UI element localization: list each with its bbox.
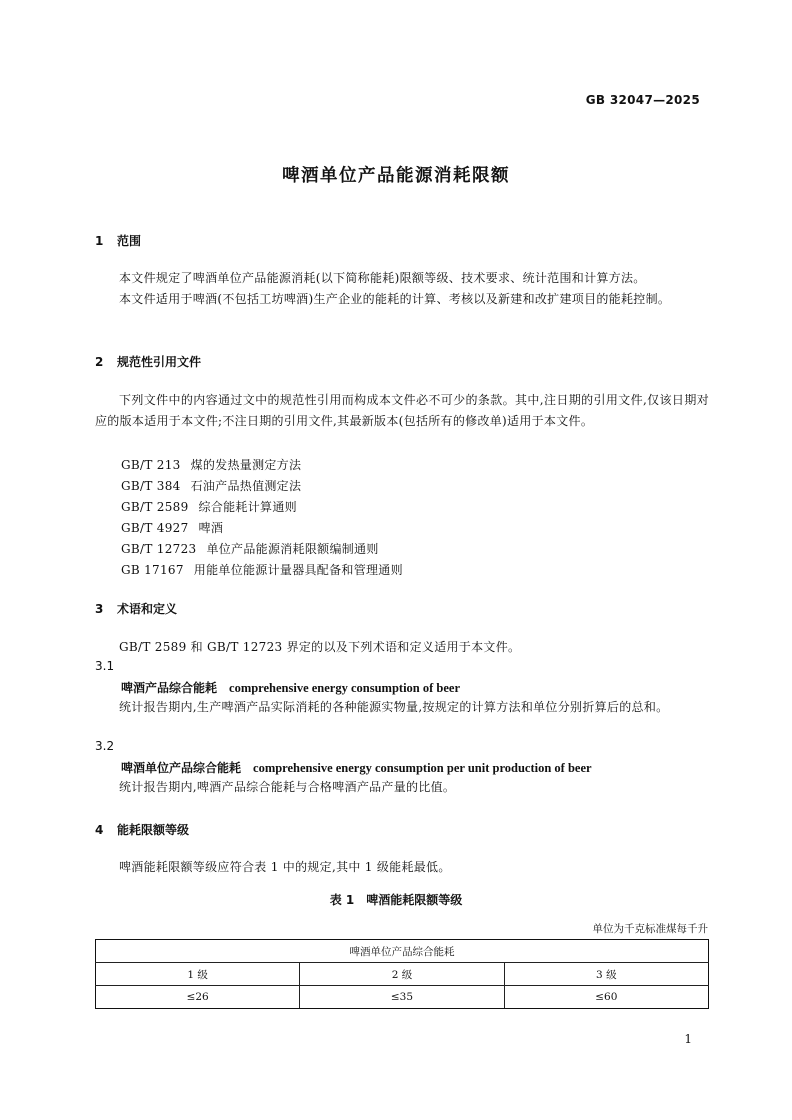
paragraph: 啤酒能耗限额等级应符合表 1 中的规定,其中 1 级能耗最低。 xyxy=(119,860,451,874)
table-caption xyxy=(0,891,792,908)
section-title: 术语和定义 xyxy=(117,602,178,616)
term-number: 3.1 xyxy=(95,659,115,673)
reference-item xyxy=(121,477,301,494)
reference-code: GB/T 213 xyxy=(121,458,181,472)
paragraph: 下列文件中的内容通过文中的规范性引用而构成本文件必不可少的条款。其中,注日期的引用文件,仅该日期对应的版本适用于本文件;不注日期的引用文件,其最新版本(包括所有的修改单)适用于本文件。 xyxy=(95,393,709,428)
standard-code: GB 32047—2025 xyxy=(585,93,700,107)
section-3-heading xyxy=(95,600,177,617)
grade-cell: 1 级 xyxy=(96,963,300,986)
reference-item xyxy=(121,540,379,557)
section-title: 规范性引用文件 xyxy=(117,355,202,369)
term-entry xyxy=(121,759,592,776)
page-number: 1 xyxy=(684,1032,692,1046)
reference-item xyxy=(121,561,403,578)
reference-title: 用能单位能源计量器具配备和管理通则 xyxy=(193,563,403,577)
table-header-cell: 啤酒单位产品综合能耗 xyxy=(96,940,709,963)
term-definition: 统计报告期内,啤酒产品综合能耗与合格啤酒产品产量的比值。 xyxy=(119,780,456,794)
reference-code: GB/T 2589 xyxy=(121,500,189,514)
section-4-heading xyxy=(95,821,189,838)
table-number: 表 1 xyxy=(329,893,355,907)
reference-code: GB/T 4927 xyxy=(121,521,189,535)
table-row xyxy=(96,986,709,1009)
reference-code: GB/T 12723 xyxy=(121,542,197,556)
reference-title: 单位产品能源消耗限额编制通则 xyxy=(206,542,379,556)
table-grade-row xyxy=(96,963,709,986)
term-english: comprehensive energy consumption of beer xyxy=(229,681,461,695)
term-english: comprehensive energy consumption per unit production of beer xyxy=(253,761,592,775)
reference-title: 石油产品热值测定法 xyxy=(190,479,302,493)
section-1-heading xyxy=(95,232,141,249)
paragraph: 本文件规定了啤酒单位产品能源消耗(以下简称能耗)限额等级、技术要求、统计范围和计算方法。 xyxy=(119,271,646,285)
grade-cell: 3 级 xyxy=(504,963,708,986)
section-2-heading xyxy=(95,353,201,370)
energy-limit-table xyxy=(95,939,709,1009)
term-chinese: 啤酒产品综合能耗 xyxy=(121,681,218,695)
reference-title: 综合能耗计算通则 xyxy=(198,500,297,514)
document-title: 啤酒单位产品能源消耗限额 xyxy=(282,166,510,186)
paragraph: GB/T 2589 和 GB/T 12723 界定的以及下列术语和定义适用于本文件。 xyxy=(119,640,521,654)
reference-title: 煤的发热量测定方法 xyxy=(190,458,302,472)
section-number: 1 xyxy=(95,234,104,248)
grade-cell: 2 级 xyxy=(300,963,504,986)
reference-item xyxy=(121,498,297,515)
section-title: 范围 xyxy=(117,234,142,248)
section-number: 4 xyxy=(95,823,104,837)
table-title: 啤酒能耗限额等级 xyxy=(366,893,463,907)
reference-item xyxy=(121,456,301,473)
value-cell: ≤60 xyxy=(504,986,708,1009)
section-title: 能耗限额等级 xyxy=(117,823,190,837)
term-definition: 统计报告期内,生产啤酒产品实际消耗的各种能源实物量,按规定的计算方法和单位分别折算后的总和。 xyxy=(119,700,669,714)
table-unit: 单位为千克标准煤每千升 xyxy=(592,923,708,935)
value-cell: ≤35 xyxy=(300,986,504,1009)
term-chinese: 啤酒单位产品综合能耗 xyxy=(121,761,242,775)
section-number: 3 xyxy=(95,602,104,616)
section-number: 2 xyxy=(95,355,104,369)
term-entry xyxy=(121,679,460,696)
term-number: 3.2 xyxy=(95,739,115,753)
table-header-row xyxy=(96,940,709,963)
reference-code: GB/T 384 xyxy=(121,479,181,493)
reference-title: 啤酒 xyxy=(198,521,224,535)
reference-item xyxy=(121,519,223,536)
reference-code: GB 17167 xyxy=(121,563,184,577)
paragraph: 本文件适用于啤酒(不包括工坊啤酒)生产企业的能耗的计算、考核以及新建和改扩建项目的能耗控制。 xyxy=(119,292,671,306)
value-cell: ≤26 xyxy=(96,986,300,1009)
